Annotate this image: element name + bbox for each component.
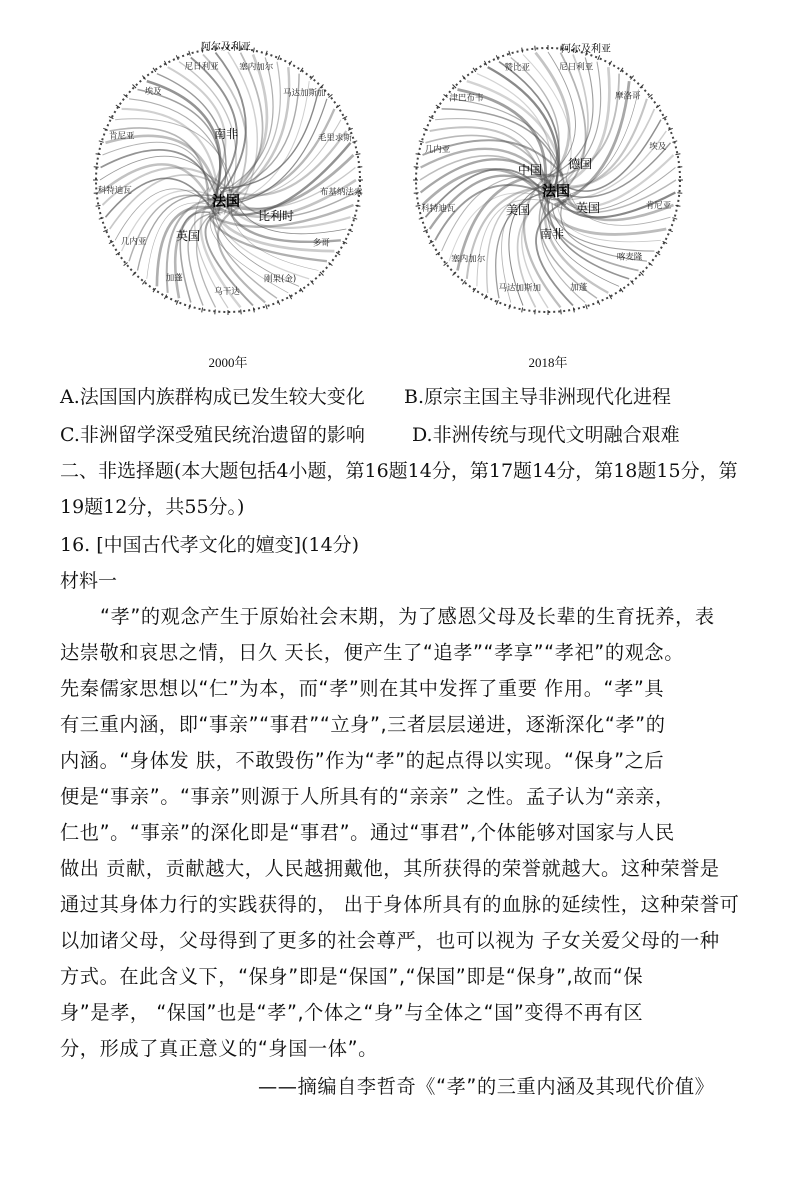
year-label-2018: 2018年 (528, 355, 568, 370)
chord-diagram-2018 (398, 30, 698, 370)
ring-tick (416, 154, 421, 155)
ring-tick (676, 154, 681, 155)
hub-label-belgium: 比利时 (257, 209, 295, 223)
ring-country-label: 几内亚 (120, 237, 147, 247)
ring-tick (672, 218, 677, 220)
ring-country-label: 多哥 (312, 238, 330, 249)
ring-tick (663, 116, 668, 118)
ring-tick (202, 308, 203, 313)
ring-tick (356, 154, 361, 155)
paragraph-line: 通过其身体力行的实践获得的， 出于身体所具有的血脉的延续性，这种荣誉可 (60, 893, 740, 916)
paragraph-line: 方式。在此含义下，“保身”即是“保国”,“保国”即是“保身”,故而“保 (60, 965, 644, 988)
paragraph-line: 内涵。“身体发 肤，不敢毁伤”作为“孝”的起点得以实现。“保身”之后 (60, 749, 665, 772)
ring-tick (677, 193, 682, 194)
chords-2018 (420, 52, 676, 308)
ring-tick (473, 68, 476, 72)
material-label: 材料一 (60, 570, 118, 592)
paragraph-line: 便是“事亲”。“事亲”则源于人所具有的“亲亲” 之性。孟子认为“亲亲， (60, 785, 675, 808)
ring-country-label: 加蓬 (165, 273, 183, 284)
top-label-algeria-2018: 阿尔及利亚 (561, 44, 611, 55)
ring-tick (96, 205, 101, 206)
ring-country-label: 埃及 (649, 142, 667, 153)
ring-tick (676, 205, 681, 206)
ring-tick (416, 205, 421, 206)
paragraph-line: 仁也”。“事亲”的深化即是“事君”。通过“事君”,个体能够对国家与人民 (60, 821, 675, 844)
ring-tick (253, 48, 254, 53)
paragraph-line: 达崇敬和哀思之情，日久 天长，便产生了“追孝”“孝享”“孝祀”的观念。 (60, 641, 684, 664)
ring-tick (356, 205, 361, 206)
option-d: D.非洲传统与现代文明融合艰难 (412, 424, 680, 446)
ring-tick (153, 68, 156, 72)
paragraph-line: 先秦儒家思想以“仁”为本，而“孝”则在其中发挥了重要 作用。“孝”具 (60, 677, 665, 700)
ring-country-label: 几内亚 (424, 144, 451, 155)
ring-tick (253, 308, 254, 313)
source-citation: ——摘编自李哲奇《“孝”的三重内涵及其现代价值》 (258, 1075, 715, 1098)
ring-country-label: 马达加斯加 (498, 283, 542, 294)
year-label-2000: 2000年 (208, 355, 248, 370)
paragraph-line: 分，形成了真正意义的“身国一体”。 (60, 1037, 378, 1060)
ring-country-label: 刚果(金) (264, 274, 297, 285)
ring-tick (278, 55, 280, 60)
ring-country-label: 肯尼亚 (108, 131, 135, 142)
section-heading-line1: 二、非选择题(本大题包括4小题，第16题14分，第17题14分，第18题15分，第 (60, 460, 738, 482)
chord-diagram-2000 (78, 30, 378, 370)
option-b: B.原宗主国主导非洲现代化进程 (404, 386, 672, 408)
hub-label-germany: 德国 (567, 157, 593, 171)
ring-tick (352, 218, 357, 220)
hub-label-uk: 英国 (175, 229, 201, 243)
option-c: C.非洲留学深受殖民统治遗留的影响 (60, 424, 365, 446)
hub-label-usa: 美国 (505, 203, 531, 217)
paragraph-line: 做出 贡献，贡献越大，人民越拥戴他，其所获得的荣誉就越大。这种荣誉是 (60, 857, 720, 880)
ring-tick (414, 193, 419, 194)
ring-tick (357, 167, 362, 168)
paragraph-line: “孝”的观念产生于原始社会末期，为了感恩父母及长辈的生育抚养，表 (100, 605, 715, 628)
ring-tick (573, 308, 574, 313)
ring-tick (522, 308, 523, 313)
ring-tick (419, 141, 424, 143)
ring-tick (215, 309, 216, 314)
ring-country-label: 布基纳法索 (319, 187, 363, 198)
ring-tick (343, 116, 348, 118)
paragraph-line: 以加诸父母，父母得到了更多的社会尊严，也可以视为 子女关爱父母的一种 (60, 929, 720, 952)
ring-country-label: 塞内加尔 (239, 62, 274, 73)
ring-country-label: 科特迪瓦 (421, 203, 456, 214)
ring-country-label: 埃及 (144, 87, 162, 97)
option-a: A.法国国内族群构成已发生较大变化 (60, 386, 365, 408)
ring-country-label: 喀麦隆 (616, 252, 643, 263)
ring-country-label: 乌干达 (214, 287, 240, 297)
ring-tick (94, 167, 99, 168)
ring-country-label: 尼日利亚 (559, 62, 594, 73)
ring-tick (535, 309, 536, 314)
ring-tick (96, 154, 101, 155)
ring-country-label: 加蓬 (570, 282, 588, 293)
hub-label-france-2018: 法国 (542, 184, 570, 200)
hub-label-south-africa: 南非 (213, 127, 239, 141)
ring-tick (414, 167, 419, 168)
ring-tick (266, 304, 268, 309)
ring-country-label: 津巴布韦 (449, 93, 484, 104)
ring-tick (241, 309, 242, 314)
ring-country-label: 马达加斯加 (283, 88, 326, 99)
ring-country-label: 肯尼亚 (645, 201, 672, 212)
ring-country-label: 赞比亚 (504, 63, 530, 74)
ring-tick (522, 48, 523, 53)
ring-country-label: 塞内加尔 (451, 254, 486, 265)
ring-tick (598, 55, 600, 60)
chord-diagram-2000-svg (78, 30, 378, 330)
section-heading-line2: 19题12分，共55分。) (60, 496, 245, 518)
ring-tick (99, 141, 104, 143)
figures-area (0, 0, 800, 380)
paragraph-line: 有三重内涵，即“事亲”“事君”“立身”,三者层层递进，逐渐深化“孝”的 (60, 713, 666, 736)
question-title: 16. [中国古代孝文化的嬗变](14分) (60, 534, 360, 556)
ring-country-label: 毛里求斯 (317, 133, 352, 144)
ring-tick (586, 304, 588, 309)
paragraph-line: 身”是孝， “保国”也是“孝”,个体之“身”与全体之“国”变得不再有区 (60, 1001, 644, 1024)
hub-label-france: 法国 (212, 194, 240, 210)
ring-country-label: 科特迪瓦 (97, 185, 132, 196)
ring-tick (535, 46, 536, 51)
hub-label-uk-2018: 英国 (575, 201, 601, 215)
chord-diagram-2018-svg (398, 30, 698, 330)
ring-tick (561, 309, 562, 314)
ring-country-label: 摩洛哥 (614, 91, 641, 102)
ring-country-label: 尼日利亚 (184, 62, 219, 73)
top-label-algeria: 阿尔及利亚 (201, 42, 251, 53)
hub-label-south-africa-2018: 南非 (539, 227, 565, 241)
hub-label-china: 中国 (517, 163, 543, 177)
ring-tick (677, 167, 682, 168)
